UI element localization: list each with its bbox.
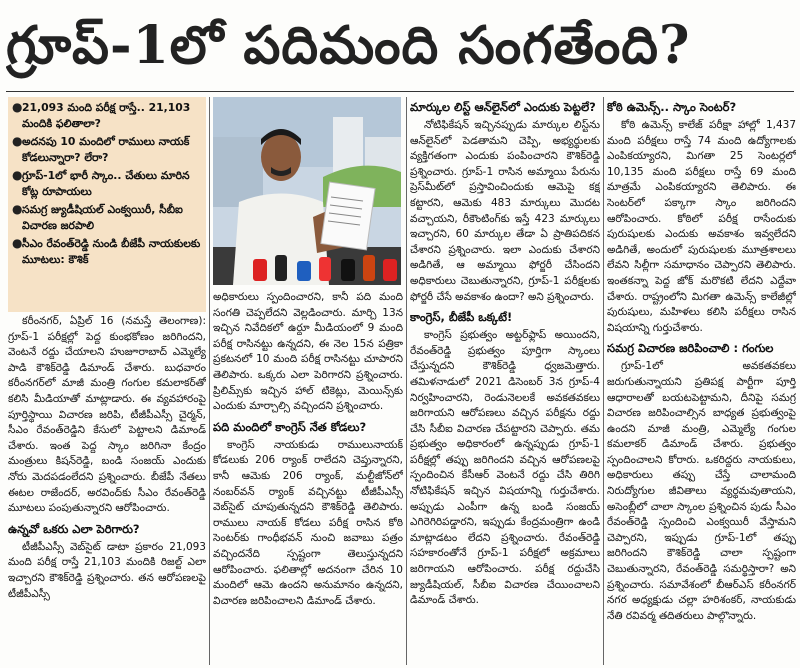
article-column-4 — [607, 95, 796, 666]
article-paragraph: కరీంనగర్, ఏప్రిల్ 16 (నమస్తే తెలంగాణ): గ్రూప్-1 పరీక్షల్లో పెద్ద కుంభకోణం జరిగిందని, వెంటనే రద్దు చేయాలని హుజూరాబాద్ ఎమ్మెల్యే పాడి కౌశిక్‌రెడ్డి డిమాండ్ చేశారు. బుధవారం కరీంనగర్‌లో మాజీ మంత్రి గంగుల కమలాకర్‌తో కలిసి మీడియాతో మాట్లాడారు. ఈ వ్యవహారంపై పూర్తిస్థాయి విచారణ జరిపి, టీజీపీఎస్సీ చైర్మన్, సీఎం రేవంత్‌రెడ్డిని కేసులో పెట్టాలని డిమాండ్ చేశారు. ఇంత పెద్ద స్కాం జరిగినా కేంద్రం మంత్రులు కిషన్‌రెడ్డి, బండి సంజయ్ ఎందుకు నోరు మెదపడంలేదని ప్రశ్నించారు. బీజేపీ నేతలు ఈటల రాజేందర్, అరవింద్‌కు సీఎం రేవంత్‌రెడ్డి మూటలు పంపుతున్నారని ఆరోపించారు. — [8, 315, 206, 515]
article-paragraph: గ్రూప్-1లో అవకతవకలు జరుగుతున్నాయని ప్రతిపక్ష పార్టీగా పూర్తి ఆధారాలతో బయటపెట్టామని, దీనిపై సమగ్ర విచారణ జరిపించాల్సిన బాధ్యత ప్రభుత్వంపై ఉందని మాజీ మంత్రి, ఎమ్మెల్యే గంగుల కమలాకర్ డిమాండ్ చేశారు. ప్రభుత్వం స్పందించాలని కోరారు. ఒకరిద్దరు నాయకులు, అధికారులు తప్పు చేస్తే చాలామంది నిరుద్యోగుల జీవితాలు వ్యర్థమవుతాయని, అసెంబ్లీలో చాలా స్కాంల ప్రశ్నించిన పుడు సీఎం రేవంత్‌రెడ్డి స్పందించి ఎంక్వయిరీ వేస్తామని చెప్పారని, ఇప్పుడు గ్రూప్-1లో తప్పు జరిగిందని కౌశిక్‌రెడ్డి చాలా స్పష్టంగా చెబుతున్నారని, రేవంత్‌రెడ్డి సమర్థిస్తారా? అని ప్రశ్నించారు. సమావేశంలో బీఆర్‌ఎస్ కరీంనగర్ నగర అధ్యక్షుడు చల్లా హరిశంకర్, నాయకుడు నేతి రవివర్మ తదితరులు పాల్గొన్నారు. — [607, 360, 796, 622]
highlight-item: ● సీఎం రేవంత్‌రెడ్డి నుండి బీజేపీ నాయకులకు మూటలు: కౌశిక్ — [12, 236, 201, 266]
press-conference-photo — [213, 97, 401, 285]
article-column-3 — [410, 95, 600, 666]
subheading: పది మందిలో కాంగ్రెస్ నేత కోడలు? — [213, 419, 367, 434]
highlights-box — [8, 97, 206, 312]
headline-rule — [6, 91, 794, 92]
bullet-icon: ● — [12, 100, 23, 114]
subheading: సమగ్ర విచారణ జరిపించాలి : గంగుల — [607, 341, 774, 356]
column-divider — [209, 97, 210, 665]
article-column-2 — [213, 290, 403, 666]
article-paragraph: నోటిఫికేషన్ ఇచ్చినప్పుడు మార్కుల లిస్ట్‌ను ఆన్‌లైన్‌లో పెడతామని చెప్పి, అభ్యర్థులకు వ్యక్తిగతంగా ఎందుకు పంపించారని కౌశిక్‌రెడ్డి ప్రశ్నించారు. గ్రూప్-1 రాసిన అమ్మాయి పేరును ప్రెస్‌మీట్‌లో ప్రస్తావించిందుకు ఆమెపై కక్ష కట్టారని, ఆమెకు 483 మార్కులు మొదట వచ్చాయని, రీకౌంటింగ్‌కు ఇస్తే 423 మార్కులు ఇచ్చారని, 60 మార్కుల తేడా ఏ ప్రాతిపదికన చేశారని ప్రశ్నించారు. ఇలా ఎందుకు చేశారని అడిగితే, ఆ అమ్మాయి ఫోర్జరీ చేసిందని అధికారులు చెబుతున్నారని, గ్రూప్-1 పరీక్షలకు ఫోర్జరీ చేసే అవకాశం ఉందా? అని ప్రశ్నించారు. — [410, 119, 600, 303]
article-column-1 — [8, 314, 206, 666]
highlight-item: ● గ్రూప్-1లో భారీ స్కాం.. చేతులు మారిన కోట్ల రూపాయలు — [12, 168, 190, 198]
article-paragraph: కాంగ్రెస్ ప్రభుత్వం అట్టర్‌ఫ్లాప్ అయిందని, రేవంత్‌రెడ్డి ప్రభుత్వం పూర్తిగా స్కాంలు చేస్తున్నదని కౌశిక్‌రెడ్డి ధ్వజమెత్తారు. తమిళనాడులో 2021 డిసెంబర్ 3న గ్రూప్-4 నిర్వహించారని, రెండునెలలకే అవకతవకలు జరిగాయని ఆరోపణలు వచ్చిన పరీక్షను రద్దు చేసి సీబీఐ విచారణ చేపట్టారని చెప్పారు. తమ ప్రభుత్వం అధికారంలో ఉన్నప్పుడు గ్రూప్-1 పరీక్షల్లో తప్పు జరిగిందని వచ్చిన ఆరోపణలపై స్పందించిన కేసీఆర్ వెంటనే రద్దు చేసి తిరిగి నోటిఫికేషన్ ఇచ్చిన విషయాన్ని గుర్తుచేశారు. అప్పుడు ఎంపీగా ఉన్న బండి సంజయ్ ఎగిరెగిరిపడ్డారని, ఇప్పుడు కేంద్రమంత్రిగా ఉండి మాట్లాడటం లేదని ప్రశ్నించారు. రేవంత్‌రెడ్డి సహకారంతోనే గ్రూప్-1 పరీక్షలో అక్రమాలు జరిగాయని ఆరోపించారు. పరీక్ష రద్దుచేసి జ్యుడీషియల్, సీబీఐ విచారణ చేయించాలని డిమాండ్ చేశారు. — [410, 329, 600, 607]
subheading: మార్కుల లిస్ట్ ఆన్‌లైన్‌లో ఎందుకు పెట్టలే? — [410, 100, 596, 114]
highlight-item: ● 21,093 మంది పరీక్ష రాస్తే.. 21,103 మందికి ఫలితాలా? — [12, 100, 191, 130]
article-paragraph: కోఠి ఉమెన్స్ కాలేజ్ పరీక్షా హాల్లో 1,437 మంది పరీక్షలు రాస్తే 74 మంది ఉద్యోగాలకు ఎంపికయ్యారని, మిగతా 25 సెంటర్లలో 10,135 మంది పరీక్షలు రాస్తే 69 మంది మాత్రమే ఎంపికయ్యారని తెలిపారు. ఈ సెంటర్‌లో పక్కాగా స్కాం జరిగిందని ఆరోపించారు. కోఠిలో పరీక్ష రాసేందుకు పురుషులకు ఎందుకు అవకాశం ఇవ్వలేదని అడిగితే, అందులో పురుషులకు మూత్రశాలలు లేవని సిల్లీగా సమాధానం చెప్పారని తెలిపారు. ఇంతకన్నా పెద్ద జోక్ మరొకటి లేదని ఎద్దేవా చేశారు. రాష్ట్రంలోని మిగతా ఉమెన్స్ కాలేజీల్లో పురుషులు, మహిళలు కలిసి పరీక్షలు రాసిన విషయాన్ని గుర్తుచేశారు. — [607, 119, 796, 334]
bullet-icon: ● — [12, 168, 23, 182]
bullet-icon: ● — [12, 202, 23, 216]
article-paragraph: కాంగ్రెస్ నాయకుడు రాములునాయక్ కోడలుకు 206 ర్యాంక్ రాలేదని చెప్తున్నారని, కానీ ఆమెకు 206 ర్యాంక్, మల్టీజోన్‌లో నంబర్‌వన్ ర్యాంక్ వచ్చినట్టు టీజీపీఎస్సీ వెబ్‌సైట్ చూపుతున్నదని కౌశిక్‌రెడ్డి తెలిపారు. రాములు నాయక్ కోడలు పరీక్ష రాసిన కోఠి సెంటర్‌కు గాంధీభవన్ నుంచి జవాబు పత్రం వచ్చిందనేది స్పష్టంగా తెలుస్తున్నదని ఆరోపించారు. ఫలితాల్లో అదనంగా చేరిన 10 మందిలో ఆమె ఉందని అనుమానం ఉన్నదని, విచారణ జరిపించాలని డిమాండ్ చేశారు. — [213, 438, 403, 607]
subheading: కాంగ్రెస్, బీజేపీ ఒక్కటే! — [410, 310, 513, 325]
highlight-item: ● సమగ్ర జ్యుడీషియల్ ఎంక్వయిరీ, సీబీఐ విచారణ జరపాలి — [12, 202, 183, 232]
bullet-icon: ● — [12, 236, 23, 250]
column-divider — [406, 97, 407, 665]
subheading: ఉన్నవో ఒకరు ఎలా పెరిగారు? — [8, 521, 140, 536]
photo-illustration — [213, 97, 401, 285]
subheading: కోఠి ఉమెన్స్.. స్కాం సెంటర్? — [607, 100, 737, 114]
bullet-icon: ● — [12, 134, 23, 148]
article-paragraph: టీజీపీఎస్సీ వెబ్‌సైట్ డాటా ప్రకారం 21,093 మంది పరీక్ష రాస్తే 21,103 మందికి రిజల్ట్ ఎలా ఇచ్చారని కౌశిక్‌రెడ్డి ప్రశ్నించారు. తన ఆరోపణలపై టీజీపీఎస్సీ — [8, 540, 206, 600]
headline: గ్రూప్-1లో పదిమంది సంగతేంది? — [6, 15, 691, 76]
column-divider — [603, 97, 604, 665]
article-paragraph: అధికారులు స్పందించారని, కానీ పది మంది సంగతి చెప్పలేదని వెల్లడించారు. మార్చి 13న ఇచ్చిన నివేదికలో ఉర్దూ మీడియంలో 9 మంది పరీక్ష రాసినట్టు ఉన్నదని, ఈ నెల 15న పత్రికా ప్రకటనలో 10 మంది పరీక్ష రాసినట్టు చూపారని తెలిపారు. ఒక్కరు ఎలా పెరిగారని ప్రశ్నించారు. ప్రిలిమ్స్‌కు ఇచ్చిన హాల్ టికెట్లు, మెయిన్స్‌కు ఎందుకు మార్చాల్సి వచ్చిందని ప్రశ్నించారు. — [213, 291, 403, 413]
highlight-item: ● అదనపు 10 మందిలో రాములు నాయక్ కోడలున్నారా? లేరా? — [12, 134, 190, 164]
